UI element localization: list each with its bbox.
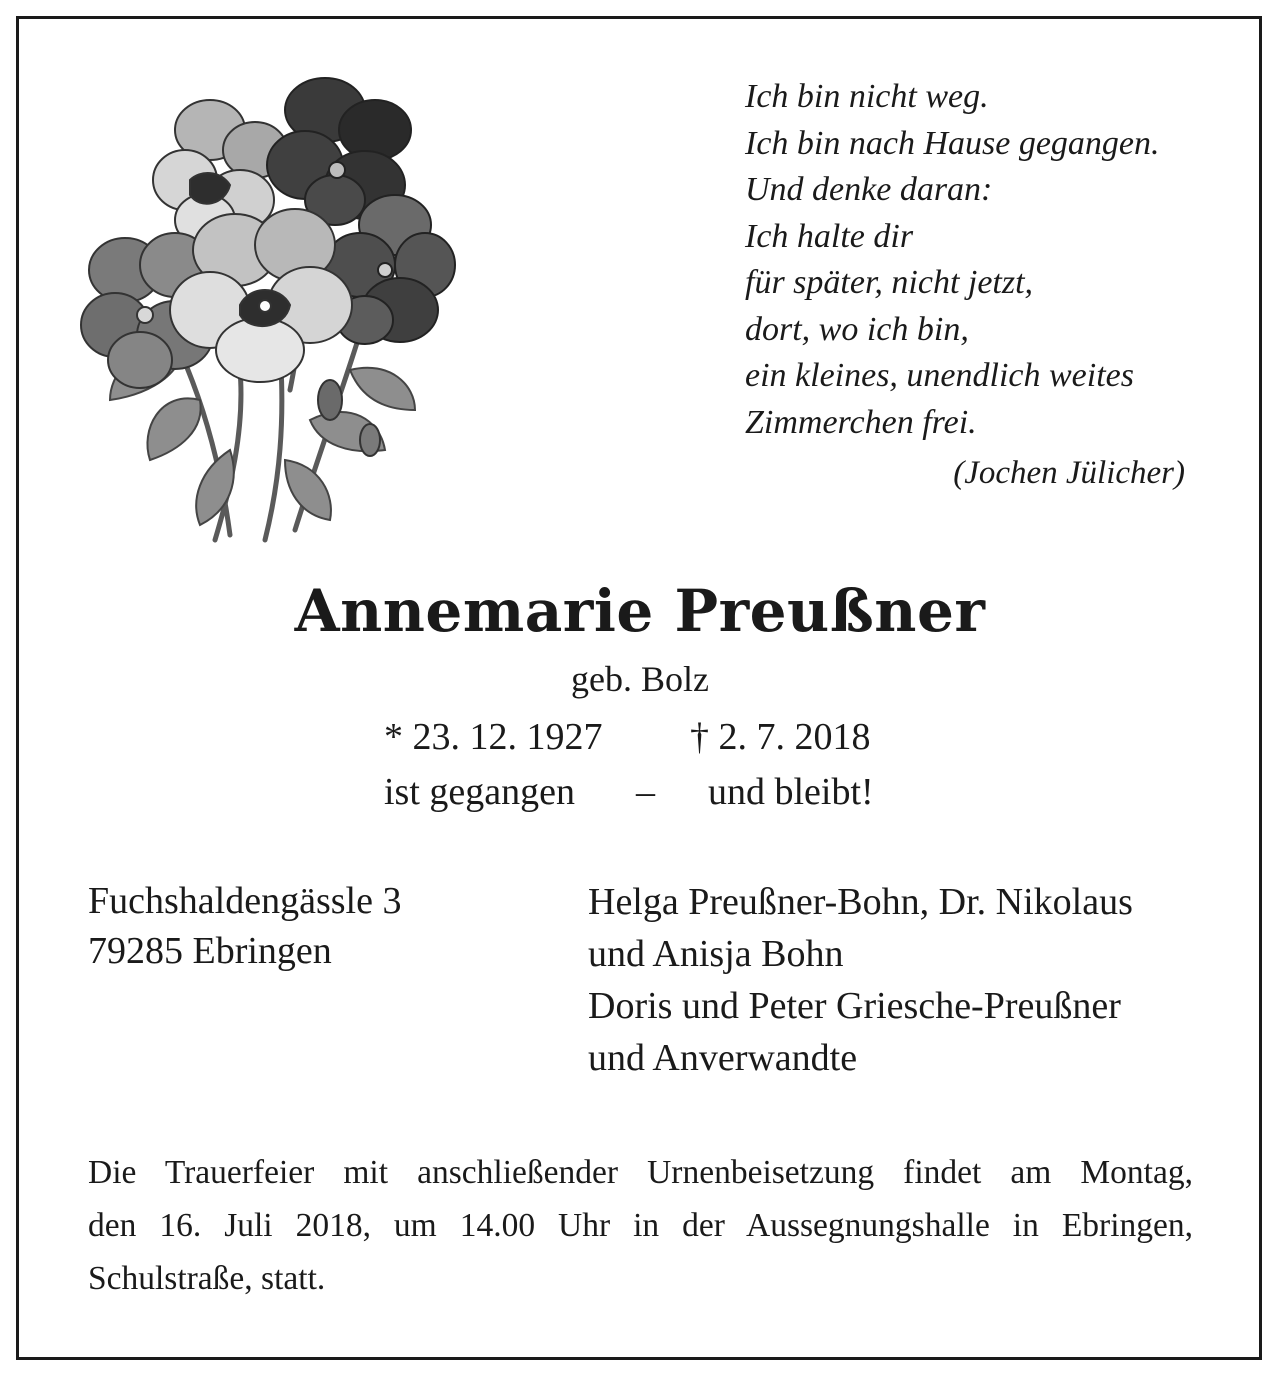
address-street: Fuchshaldengässle 3: [88, 880, 402, 922]
funeral-line: Die Trauerfeier mit anschließender Urnenbeisetzung findet am Montag,: [88, 1154, 1193, 1191]
poem-line: Zimmerchen frei.: [745, 403, 977, 441]
poem-line: für später, nicht jetzt,: [745, 264, 1034, 301]
mourner-line: Doris und Peter Griesche-Preußner: [588, 985, 1121, 1027]
mourner-line: und Anisja Bohn: [588, 933, 844, 975]
mourners-block: [588, 876, 1198, 1084]
funeral-line: den 16. Juli 2018, um 14.00 Uhr in der Aussegnungshalle in Ebringen,: [88, 1207, 1193, 1244]
poem-line: Und denke daran:: [745, 171, 993, 208]
motto-dash: –: [636, 771, 655, 813]
birth-date: * 23. 12. 1927: [384, 716, 603, 758]
life-dates: [384, 713, 904, 763]
funeral-notice: [88, 1146, 1193, 1305]
death-date: † 2. 7. 2018: [690, 716, 871, 758]
motto-right: und bleibt!: [708, 771, 874, 813]
poem-line: Ich bin nicht weg.: [745, 78, 989, 115]
poem-line: Ich bin nach Hause gegangen.: [745, 124, 1160, 162]
maiden-name: geb. Bolz: [571, 659, 709, 699]
poem: [745, 74, 1205, 497]
mourner-line: Helga Preußner-Bohn, Dr. Nikolaus: [588, 881, 1133, 923]
poem-author: (Jochen Jülicher): [953, 455, 1185, 491]
funeral-line: Schulstraße, statt.: [88, 1260, 326, 1297]
address-block: [88, 876, 401, 976]
poem-line: Ich halte dir: [745, 217, 914, 255]
motto-left: ist gegangen: [384, 771, 576, 813]
pansy-bouquet-icon: [80, 70, 460, 550]
deceased-name: Annemarie Preußner: [294, 577, 986, 645]
motto: [384, 768, 904, 818]
poem-line: dort, wo ich bin,: [745, 310, 969, 348]
mourner-line: und Anverwandte: [588, 1037, 858, 1079]
address-city: 79285 Ebringen: [88, 930, 332, 972]
poem-line: ein kleines, unendlich weites: [745, 357, 1134, 394]
